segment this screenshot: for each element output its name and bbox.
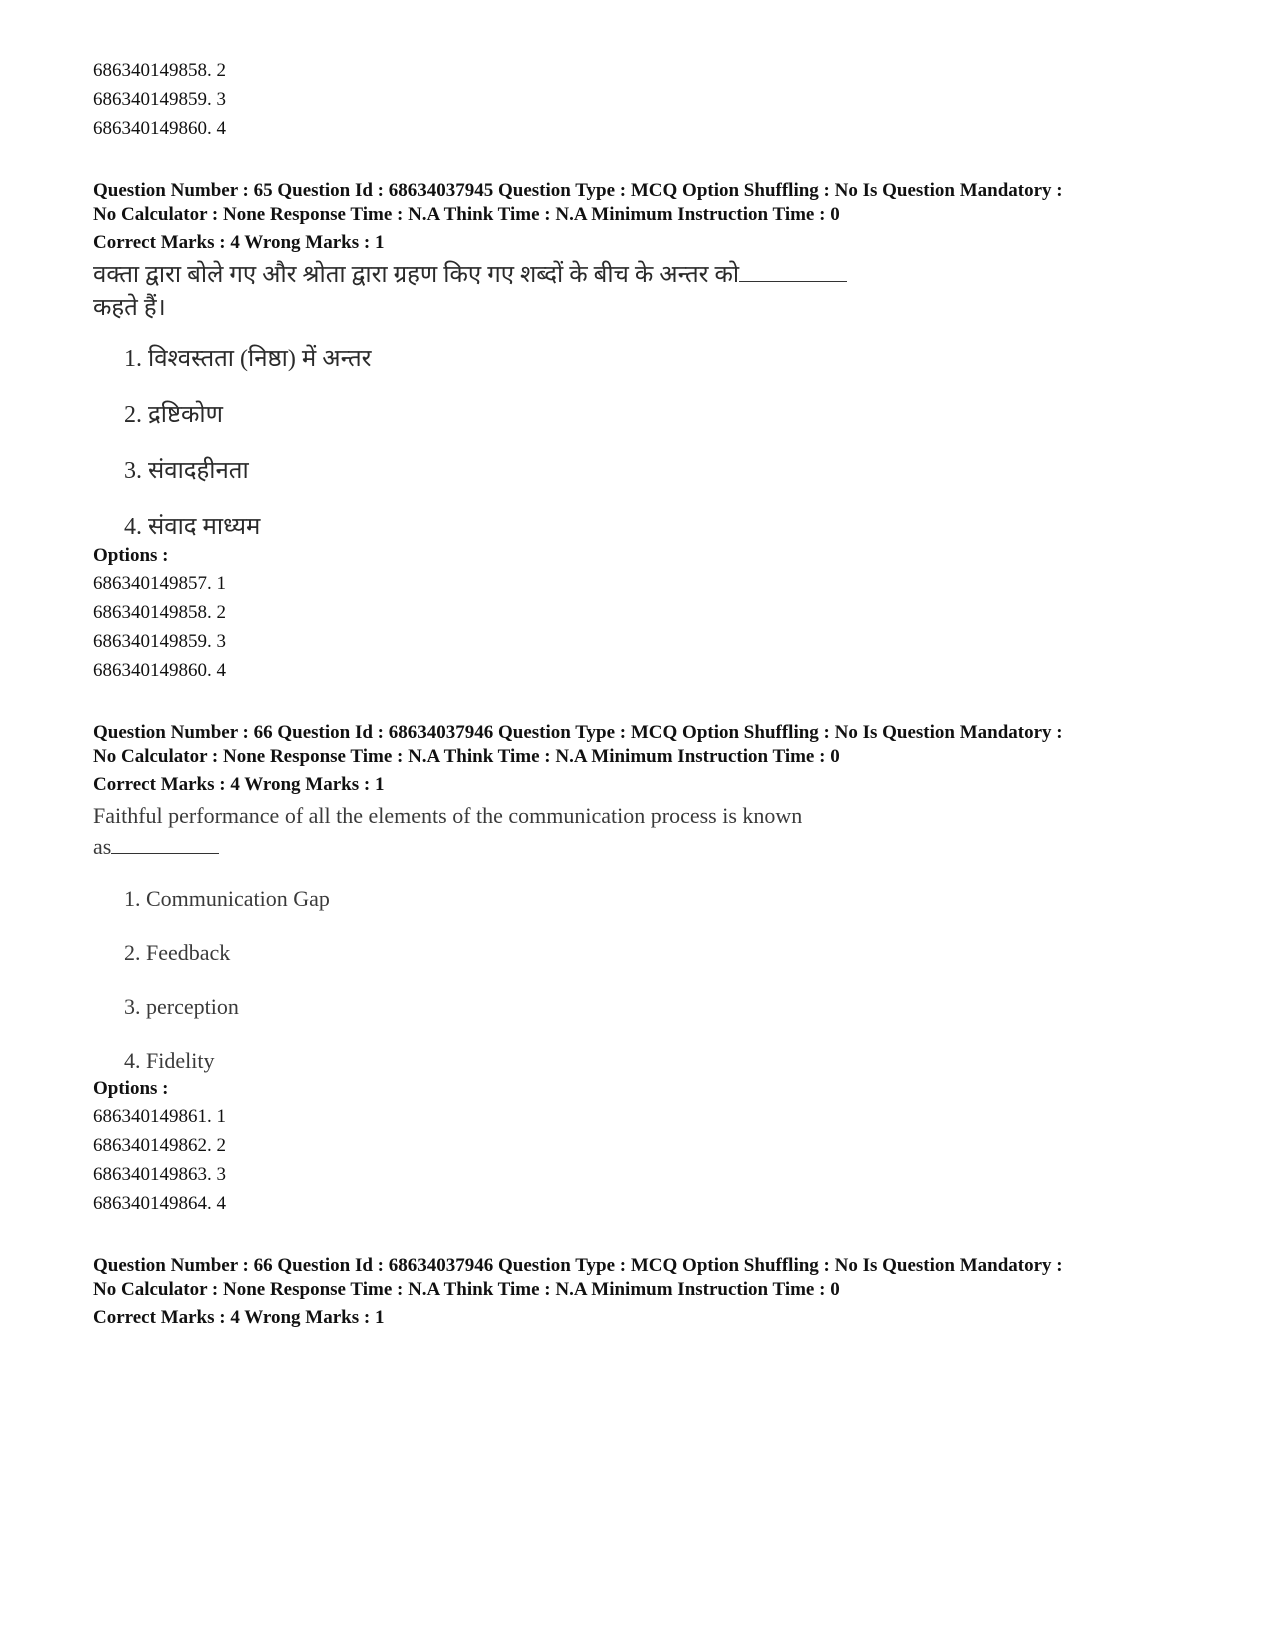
- option-line: 686340149864. 4: [93, 1193, 226, 1214]
- answer-choice: 4. संवाद माध्यम: [124, 514, 261, 540]
- option-line: 686340149859. 3: [93, 89, 226, 110]
- option-line: 686340149857. 1: [93, 573, 226, 594]
- answer-choice: 3. perception: [124, 994, 239, 1019]
- question-meta: [93, 721, 1213, 769]
- question-text-line: as: [93, 834, 112, 859]
- options-list: [93, 569, 1213, 685]
- option-line: 686340149859. 3: [93, 631, 226, 652]
- question-meta-line: Question Number : 66 Question Id : 68634037946 Question Type : MCQ Option Shuffling : No Is Question Mandatory :: [93, 1255, 1063, 1276]
- question-marks: Correct Marks : 4 Wrong Marks : 1: [93, 1307, 385, 1328]
- question-text: [93, 259, 1213, 325]
- option-line: 686340149860. 4: [93, 118, 226, 139]
- question-meta-line: No Calculator : None Response Time : N.A Think Time : N.A Minimum Instruction Time : 0: [93, 746, 840, 767]
- question-meta-line: No Calculator : None Response Time : N.A Think Time : N.A Minimum Instruction Time : 0: [93, 204, 840, 225]
- question-meta: [93, 1254, 1213, 1302]
- question-meta: [93, 179, 1213, 227]
- options-heading: Options :: [93, 545, 169, 566]
- option-line: 686340149863. 3: [93, 1164, 226, 1185]
- option-line: 686340149858. 2: [93, 602, 226, 623]
- question-text-line: वक्ता द्वारा बोले गए और श्रोता द्वारा ग्रहण किए गए शब्दों के बीच के अन्तर को: [93, 262, 740, 288]
- answer-blank: [739, 259, 847, 282]
- answer-choice: 1. Communication Gap: [124, 886, 330, 911]
- question-block-65: [93, 179, 1213, 685]
- option-line: 686340149858. 2: [93, 60, 226, 81]
- question-block-66: [93, 721, 1213, 1218]
- question-meta-line: Question Number : 65 Question Id : 68634037945 Question Type : MCQ Option Shuffling : No Is Question Mandatory :: [93, 180, 1063, 201]
- option-line: 686340149860. 4: [93, 660, 226, 681]
- option-line: 686340149862. 2: [93, 1135, 226, 1156]
- answer-choices: [124, 884, 1213, 1076]
- previous-options-list: [93, 56, 1213, 143]
- question-text-line: Faithful performance of all the elements of the communication process is known: [93, 803, 803, 828]
- question-block-66-repeat: [93, 1254, 1213, 1332]
- answer-blank: [111, 831, 219, 854]
- question-marks: Correct Marks : 4 Wrong Marks : 1: [93, 774, 385, 795]
- document-page: [93, 56, 1213, 1332]
- question-meta-line: Question Number : 66 Question Id : 68634037946 Question Type : MCQ Option Shuffling : No Is Question Mandatory :: [93, 722, 1063, 743]
- question-text: [93, 801, 1213, 862]
- question-marks: Correct Marks : 4 Wrong Marks : 1: [93, 232, 385, 253]
- answer-choices: [124, 343, 1213, 543]
- answer-choice: 1. विश्वस्तता (निष्ठा) में अन्तर: [124, 346, 372, 372]
- options-list: [93, 1102, 1213, 1218]
- options-heading: Options :: [93, 1078, 169, 1099]
- answer-choice: 2. Feedback: [124, 940, 231, 965]
- question-meta-line: No Calculator : None Response Time : N.A Think Time : N.A Minimum Instruction Time : 0: [93, 1279, 840, 1300]
- answer-choice: 3. संवादहीनता: [124, 458, 249, 484]
- option-line: 686340149861. 1: [93, 1106, 226, 1127]
- answer-choice: 2. द्रष्टिकोण: [124, 402, 223, 428]
- question-text-line: कहते हैं।: [93, 295, 166, 321]
- answer-choice: 4. Fidelity: [124, 1048, 215, 1073]
